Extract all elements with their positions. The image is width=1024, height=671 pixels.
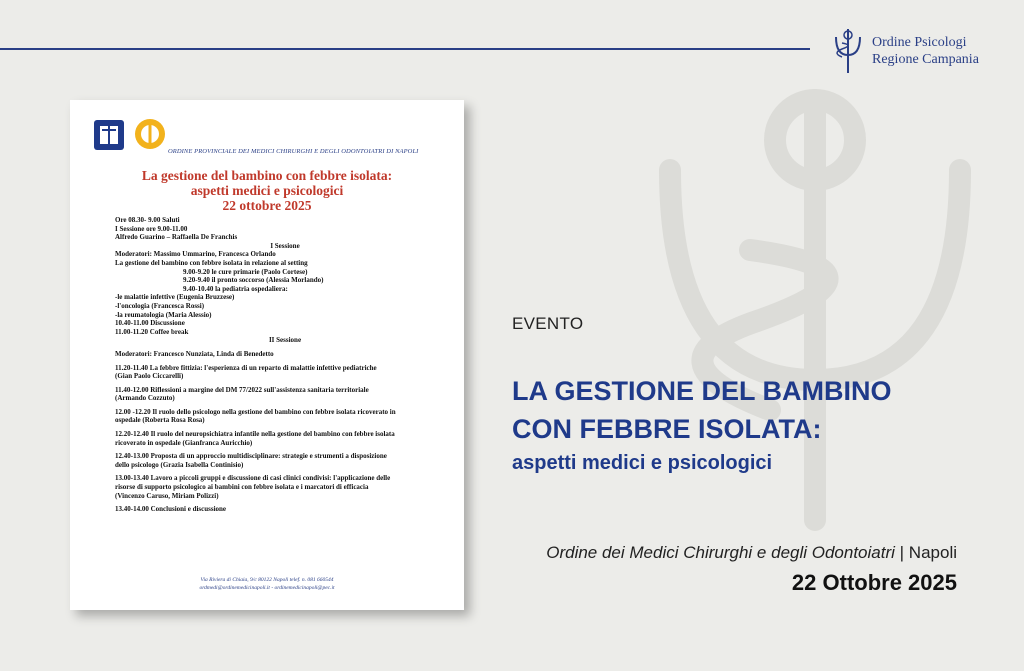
order-logos-icon	[92, 114, 172, 154]
program-session-heading: I Sessione	[270, 241, 300, 250]
event-city: Napoli	[908, 543, 957, 562]
event-title-line-2: CON FEBBRE ISOLATA:	[512, 414, 822, 444]
event-date: 22 Ottobre 2025	[791, 570, 957, 595]
document-title-date: 22 ottobre 2025	[222, 198, 312, 213]
event-label: EVENTO	[512, 314, 584, 333]
program-line: Alfredo Guarino – Raffaella De Franchis	[115, 233, 238, 242]
program-line: La gestione del bambino con febbre isolata in relazione al setting	[115, 258, 308, 267]
program-line: 12.20-12.40 Il ruolo del neuropsichiatra infantile nella gestione del bambino con febbre isolata	[115, 430, 395, 439]
brand-line-1: Ordine Psicologi	[872, 35, 967, 50]
event-flyer-document	[70, 100, 464, 610]
event-title	[512, 372, 932, 448]
program-line: 9.40-10.40 la pediatria ospedaliera:	[183, 284, 288, 293]
program-line: ricoverato in ospedale (Gianfranca Auricchio)	[115, 438, 253, 447]
organizer-name: Ordine dei Medici Chirurghi e degli Odontoiatri	[546, 543, 895, 562]
event-subtitle: aspetti medici e psicologici	[512, 452, 773, 474]
event-organizer	[470, 543, 957, 563]
brand-logo-block	[828, 26, 1018, 76]
program-line: -la reumatologia (Maria Alessio)	[115, 310, 212, 319]
program-line: risorse di supporto psicologico ai bambini con febbre isolata e i marcatori di efficacia	[115, 483, 369, 492]
psi-logo-icon	[828, 27, 868, 75]
program-line: 11.40-12.00 Riflessioni a margine del DM 77/2022 sull'assistenza sanitaria territoriale	[115, 385, 369, 394]
program-line: 12.00 -12.20 Il ruolo dello psicologo nella gestione del bambino con febbre isolata ricoverato in	[115, 407, 396, 416]
program-line: 9.00-9.20 le cure primarie (Paolo Cortese)	[183, 267, 308, 276]
organizer-separator: |	[894, 543, 909, 562]
document-org-header: ORDINE PROVINCIALE DEI MEDICI CHIRURGHI E DEGLI ODONTOIATRI DI NAPOLI	[168, 148, 419, 155]
program-line: (Vincenzo Caruso, Miriam Polizzi)	[115, 491, 219, 500]
program-line: (Armando Cozzuto)	[115, 394, 175, 403]
program-line: dello psicologo (Grazia Isabella Continisio)	[115, 460, 244, 469]
program-line: Ore 08.30- 9.00 Saluti	[115, 216, 180, 224]
document-footer	[70, 576, 464, 592]
program-line: (Gian Paolo Ciccarelli)	[115, 372, 184, 381]
document-title	[70, 168, 464, 213]
program-session-heading: II Sessione	[268, 336, 302, 345]
brand-line-2: Regione Campania	[872, 52, 979, 67]
program-line: 11.20-11.40 La febbre fittizia: l'esperienza di un reparto di malattie infettive pediatriche	[115, 363, 377, 372]
event-title-line-1: LA GESTIONE DEL BAMBINO	[512, 376, 892, 406]
program-line: ospedale (Roberta Rosa Rosa)	[115, 416, 205, 425]
program-line: Moderatori: Francesco Nunziata, Linda di Benedetto	[115, 349, 274, 358]
program-line: Moderatori: Massimo Ummarino, Francesca Orlando	[115, 250, 276, 259]
top-divider-line	[0, 48, 810, 50]
program-line: 13.00-13.40 Lavoro a piccoli gruppi e discussione di casi clinici condivisi: l'applicazione delle	[115, 474, 391, 483]
document-title-line-2: aspetti medici e psicologici	[190, 183, 344, 198]
program-line: I Sessione ore 9.00-11.00	[115, 224, 188, 233]
document-footer-address: Via Riviera di Chiaia, 9/c 80122 Napoli telef. n. 081 660544	[200, 577, 334, 583]
program-line: 10.40-11.00 Discussione	[115, 319, 185, 328]
program-line: -le malattie infettive (Eugenia Bruzzese)	[115, 293, 235, 302]
program-line: 11.00-11.20 Coffee break	[115, 327, 189, 336]
program-line: -l'oncologia (Francesca Rossi)	[115, 301, 205, 310]
program-line: 12.40-13.00 Proposta di un approccio multidisciplinare: strategie e strumenti a disposizione	[115, 452, 387, 461]
program-line: 13.40-14.00 Conclusioni e discussione	[115, 505, 227, 514]
document-footer-emails: ordmedi@ordinemedicinapoli.it - ordinemedicinapoli@pec.it	[199, 585, 335, 591]
program-line: 9.20-9.40 il pronto soccorso (Alessia Morlando)	[183, 276, 324, 285]
document-program	[115, 216, 455, 514]
document-title-line-1: La gestione del bambino con febbre isolata:	[141, 168, 393, 183]
